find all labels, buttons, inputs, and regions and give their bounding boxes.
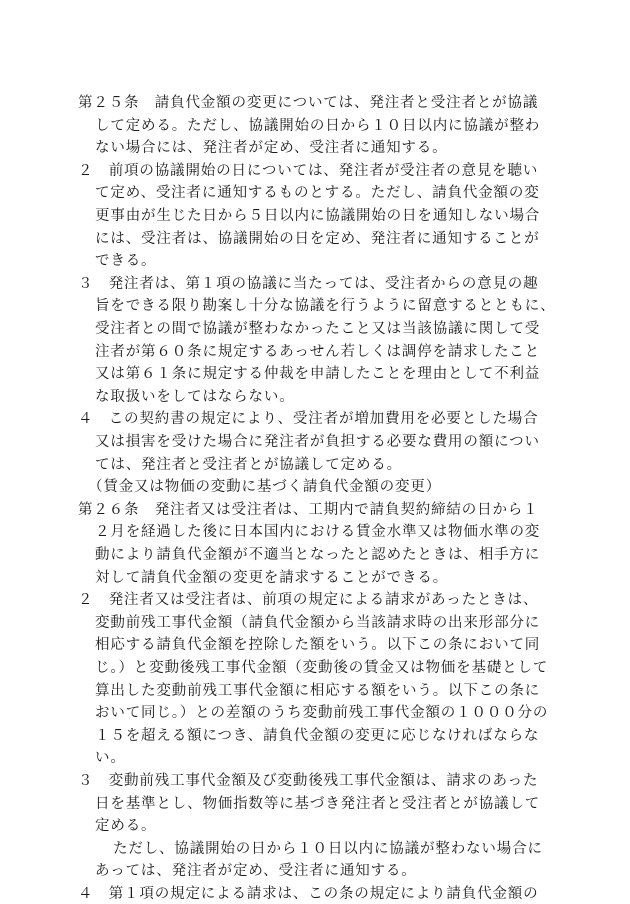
text-line: 又は損害を受けた場合に発注者が負担する必要な費用の額につい (95, 434, 540, 450)
text-line: 又は第６１条に規定する仲裁を申請したことを理由として不利益 (95, 366, 541, 383)
article-26-caption: （賃金又は物価の変動に基づく請負代金額の変更） (88, 479, 442, 496)
text-line: して定める。ただし、協議開始の日から１０日以内に協議が整わ (95, 117, 541, 134)
text-line: 更事由が生じた日から５日以内に協議開始の日を通知しない場合 (95, 208, 541, 224)
text-line: 対して請負代金額の変更を請求することができる。 (95, 569, 449, 586)
text-line: 動により請負代金額が不適当となったと認めたときは、相手方に (95, 547, 541, 563)
text-line: な取扱いをしてはならない。 (95, 388, 295, 405)
paragraph-4-start-line: ４ 第１項の規定による請求は、この条の規定により請負代金額の (78, 886, 539, 902)
text-line: 算出した変動前残工事代金額に相応する額をいう。以下この条に (95, 682, 541, 699)
text-line: 日を基準とし、物価指数等に基づき発注者と受注者とが協議して (95, 795, 541, 812)
text-line: できる。 (95, 253, 157, 270)
text-line: ては、発注者と受注者とが協議して定める。 (95, 456, 402, 473)
text-line: 定める。 (95, 818, 157, 835)
article-26-heading-line: 第２６条 発注者又は受注者は、工期内で請負契約締結の日から１ (78, 501, 539, 518)
text-line: 注者が第６０条に規定するあっせん若しくは調停を請求したこと (95, 343, 541, 360)
text-line: 受注者との間で協議が整わなかったこと又は当該協議に関して受 (95, 321, 541, 337)
text-line: １５を超える額につき、請負代金額の変更に応じなければならな (95, 727, 540, 744)
paragraph-2-start-line: ２ 発注者又は受注者は、前項の規定による請求があったときは、 (78, 592, 539, 609)
text-line: て定め、受注者に通知するものとする。ただし、請負代金額の変 (95, 185, 540, 202)
text-line: じ。）と変動後残工事代金額（変動後の賃金又は物価を基礎として (95, 660, 549, 676)
text-line: には、受注者は、協議開始の日を定め、発注者に通知することが (95, 230, 540, 247)
text-line: 相応する請負代金額を控除した額をいう。以下この条において同 (95, 637, 541, 654)
proviso-start-line: ただし、協議開始の日から１０日以内に協議が整わない場合に (113, 840, 543, 857)
paragraph-3-start-line: ３ 発注者は、第１項の協議に当たっては、受注者からの意見の趣 (78, 275, 539, 292)
text-line: ２月を経過した後に日本国内における賃金水準又は物価水準の変 (95, 524, 541, 541)
paragraph-4-start-line: ４ この契約書の規定により、受注者が増加費用を必要とした場合 (78, 411, 539, 428)
article-25-heading-line: 第２５条 請負代金額の変更については、発注者と受注者とが協議 (78, 95, 539, 111)
text-line: あっては、発注者が定め、受注者に通知する。 (95, 863, 417, 880)
text-line: 旨をできる限り勘案し十分な協議を行うように留意するとともに、 (95, 298, 556, 315)
text-line: ない場合には、発注者が定め、受注者に通知する。 (95, 140, 448, 157)
text-line: 変動前残工事代金額（請負代金額から当該請求時の出来形部分に (95, 614, 541, 631)
paragraph-3-start-line: ３ 変動前残工事代金額及び変動後残工事代金額は、請求のあった (78, 773, 539, 789)
text-line: い。 (95, 750, 126, 767)
paragraph-2-start-line: ２ 前項の協議開始の日については、発注者が受注者の意見を聴い (78, 162, 539, 179)
text-line: おいて同じ。）との差額のうち変動前残工事代金額の１０００分の (95, 705, 549, 722)
